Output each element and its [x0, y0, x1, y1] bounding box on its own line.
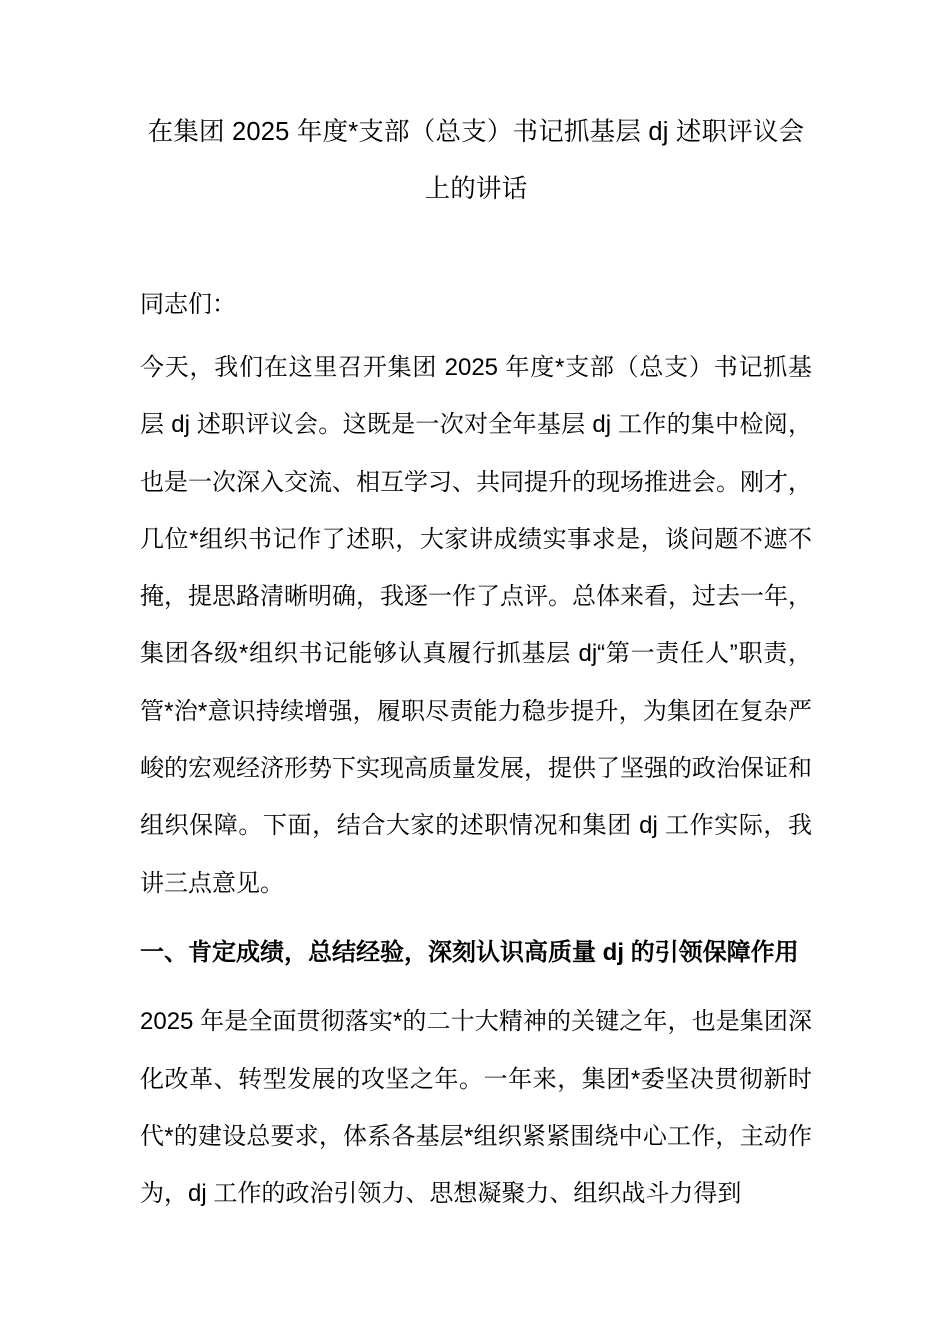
- document-content-column: [140, 0, 812, 1222]
- document-title: 在集团 2025 年度*支部（总支）书记抓基层 dj 述职评议会上的讲话: [147, 118, 805, 203]
- section-heading-one: 一、肯定成绩，总结经验，深刻认识高质量 dj 的引领保障作用: [140, 938, 799, 966]
- paragraph-opening: 今天，我们在这里召开集团 2025 年度*支部（总支）书记抓基层 dj 述职评议会。这既是一次对全年基层 dj 工作的集中检阅，也是一次深入交流、相互学习、共同提升的现场推进会。刚才，几位*组织书记作了述职，大家讲成绩实事求是，谈问题不遮不掩，提思路清晰明确，我逐一作了点评。总体来看，过去一年，集团各级*组织书记能够认真履行抓基层 dj“第一责任人”职责，管*治*意识持续增强，履职尽责能力稳步提升，为集团在复杂严峻的宏观经济形势下实现高质量发展，提供了坚强的政治保证和组织保障。下面，结合大家的述职情况和集团 dj 工作实际，我讲三点意见。: [140, 354, 812, 897]
- salutation-line: 同志们：: [140, 291, 236, 318]
- paragraph-section-one-body: 2025 年是全面贯彻落实*的二十大精神的关键之年，也是集团深化改革、转型发展的攻坚之年。一年来，集团*委坚决贯彻新时代*的建设总要求，体系各基层*组织紧紧围绕中心工作，主动作为，dj 工作的政治引领力、思想凝聚力、组织战斗力得到: [140, 1008, 812, 1208]
